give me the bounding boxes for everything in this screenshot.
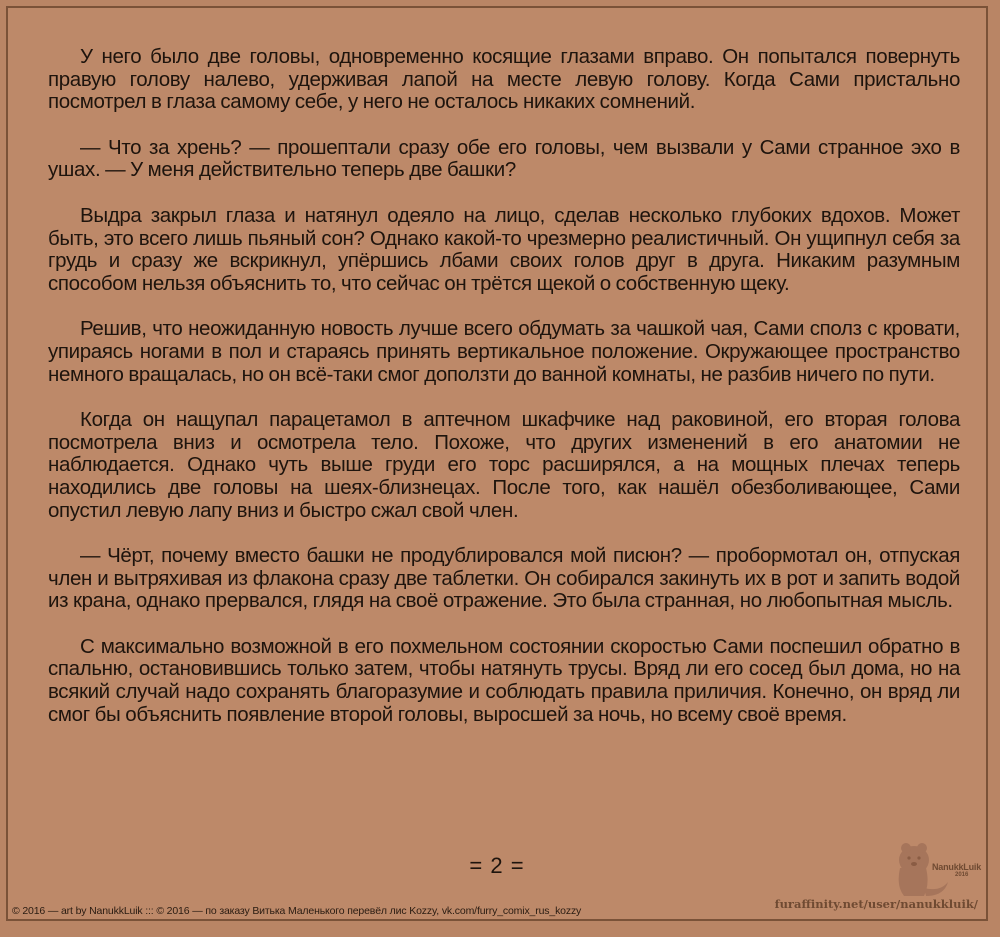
story-text [48,46,960,749]
paragraph: Выдра закрыл глаза и натянул одеяло на лицо, сделав несколько глубоких вдохов. Может быть, это всего лишь пьяный сон? Однако какой-то чрезмерно реалистичный. Он ущипнул себя за грудь и сразу же вскрикнул, упёршись лбами своих голов друг в друга. Никаким разумным способом нельзя объяснить то, что сейчас он трётся щекой о собственную щеку. [48,203,960,295]
logo-year: 2016 [955,872,969,878]
furaffinity-link[interactable]: furaffinity.net/user/nanukkluik/ [774,897,978,911]
paragraph: — Чёрт, почему вместо башки не продублировался мой писюн? — пробормотал он, отпуская член и вытряхивая из флакона сразу две таблетки. Он собирался закинуть их в рот и запить водой из крана, однако прервался, глядя на своё отражение. Это была странная, но любопытная мысль. [48,544,960,613]
credits-text: © 2016 — art by NanukkLuik ::: © 2016 — по заказу Витька Маленького перевёл лис Kozzy, vk.com/furry_comix_rus_kozzy [12,905,582,917]
paragraph: У него было две головы, одновременно косящие глазами вправо. Он попытался повернуть правую голову налево, удерживая лапой на месте левую голову. Когда Сами пристально посмотрел в глаза самому себе, у него не осталось никаких сомнений. [48,45,960,114]
page-number: = 2 = [469,853,525,878]
page-frame [6,6,988,921]
paragraph: С максимально возможной в его похмельном состоянии скоростью Сами поспешил обратно в спальню, остановившись только затем, чтобы натянуть трусы. Вряд ли его сосед был дома, но на всякий случай надо сохранять благоразумие и соблюдать правила приличия. Конечно, он вряд ли смог бы объяснить появление второй головы, выросшей за ночь, но всему своё время. [48,634,960,726]
paragraph: Решив, что неожиданную новость лучше всего обдумать за чашкой чая, Сами сполз с кровати, упираясь ногами в пол и стараясь принять вертикальное положение. Окружающее пространство немного вращалась, но он всё-таки смог доползти до ванной комнаты, не разбив ничего по пути. [48,317,960,386]
paragraph: Когда он нащупал парацетамол в аптечном шкафчике над раковиной, его вторая голова посмотрела вниз и осмотрела тело. Похоже, что других изменений в его анатомии не наблюдается. Однако чуть выше груди его торс расширялся, а на мощных плечах теперь находились две головы на шеях-близнецах. После того, как нашёл обезболивающее, Сами опустил левую лапу вниз и быстро сжал свой член. [48,408,960,522]
paragraph: — Что за хрень? — прошептали сразу обе его головы, чем вызвали у Сами странное эхо в ушах. — У меня действительно теперь две башки? [48,135,960,182]
logo-name: NanukkLuik [932,862,982,872]
